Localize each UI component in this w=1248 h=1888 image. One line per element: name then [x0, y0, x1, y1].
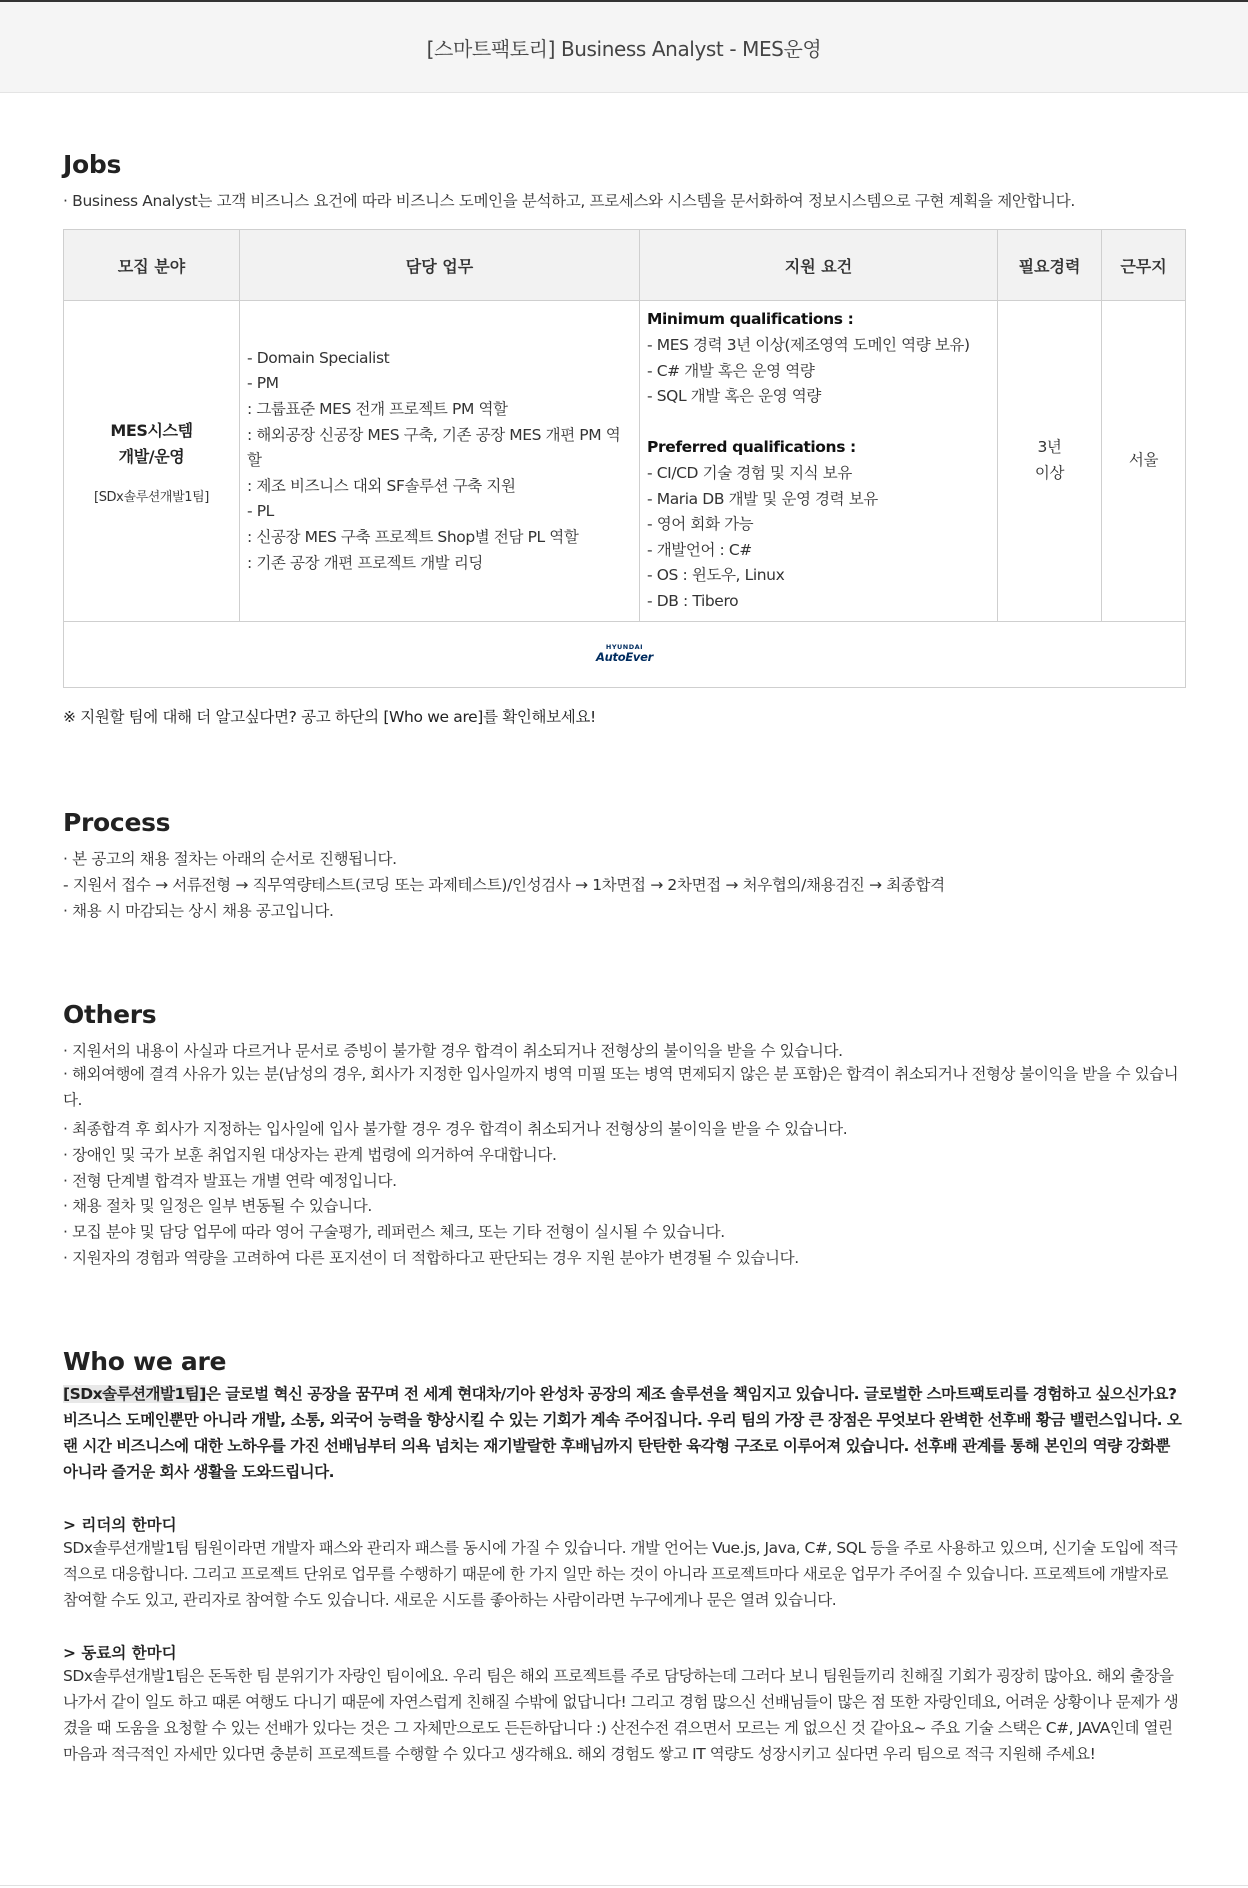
- field-team: [SDx솔루션개발1팀]: [94, 489, 209, 505]
- peer-title: > 동료의 한마디: [63, 1644, 177, 1662]
- page-title: [스마트팩토리] Business Analyst - MES운영: [426, 36, 822, 61]
- leader-title: > 리더의 한마디: [63, 1516, 177, 1534]
- others-section-title: Others: [63, 1000, 157, 1029]
- who-intro-text: 은 글로벌 혁신 공장을 꿈꾸며 전 세계 현대차/기아 완성차 공장의 제조 솔루션을 책임지고 있습니다. 글로벌한 스마트팩토리를 경험하고 싶으신가요? 비즈니스 도메인뿐만 아니라 개발, 소통, 외국어 능력을 향상시킬 수 있는 기회가 계속 주어집니다. 우리 팀의 가장 큰 장점은 무엇보다 완벽한 선후배 황금 밸런스입니다. 오랜 시간 비즈니스에 대한 노하우를 가진 선배님부터 의욕 넘치는 재기발랄한 후배님까지 탄탄한 육각형 구조로 이루어져 있습니다. 선후배 관계를 통해 본인의 역량 강화뿐 아니라 즐거운 회사 생활을 도와드립니다.: [63, 1385, 1182, 1481]
- bottom-divider: [0, 1885, 1248, 1886]
- duty-item: : 신공장 MES 구축 프로젝트 Shop별 전담 PL 역할: [247, 527, 579, 546]
- minimum-qualification-item: - MES 경력 3년 이상(제조영역 도메인 역량 보유): [647, 336, 970, 355]
- duty-item: - PM: [247, 374, 279, 393]
- duty-item: : 해외공장 신공장 MES 구축, 기존 공장 MES 개편 PM 역할: [247, 425, 621, 470]
- others-item: · 지원서의 내용이 사실과 다르거나 문서로 증빙이 불가할 경우 합격이 취소되거나 전형상의 불이익을 받을 수 있습니다.: [63, 1042, 843, 1060]
- field-cell: [64, 301, 240, 622]
- others-item: · 최종합격 후 회사가 지정하는 입사일에 입사 불가할 경우 경우 합격이 취소되거나 전형상의 불이익을 받을 수 있습니다.: [63, 1120, 848, 1138]
- spacer: [647, 410, 990, 436]
- duty-item: : 그룹표준 MES 전개 프로젝트 PM 역할: [247, 400, 508, 419]
- page-header: [0, 0, 1248, 93]
- header-location: 근무지: [1102, 230, 1186, 301]
- duty-item: - Domain Specialist: [247, 348, 390, 367]
- others-item: · 채용 절차 및 일정은 일부 변동될 수 있습니다.: [63, 1197, 372, 1215]
- field-name-line2: 개발/운영: [118, 446, 185, 466]
- jobs-intro: · Business Analyst는 고객 비즈니스 요건에 따라 비즈니스 도메인을 분석하고, 프로세스와 시스템을 문서화하여 정보시스템으로 구현 계획을 제안합니다.: [63, 192, 1075, 210]
- experience-cell: [998, 301, 1102, 622]
- requirements-cell: [640, 301, 998, 622]
- logo-text-main: AutoEver: [596, 649, 653, 664]
- process-line: · 채용 시 마감되는 상시 채용 공고입니다.: [63, 902, 334, 920]
- others-item: · 모집 분야 및 담당 업무에 따라 영어 구술평가, 레퍼런스 체크, 또는 기타 전형이 실시될 수 있습니다.: [63, 1223, 725, 1241]
- preferred-qualification-item: - 영어 회화 가능: [647, 515, 754, 534]
- others-item: · 해외여행에 결격 사유가 있는 분(남성의 경우, 회사가 지정한 입사일까지 병역 미필 또는 병역 면제되지 않은 분 포함)은 합격이 취소되거나 전형상 불이익을 받을 수 있습니다.: [63, 1065, 1179, 1109]
- leader-text: SDx솔루션개발1팀 팀원이라면 개발자 패스와 관리자 패스를 동시에 가질 수 있습니다. 개발 언어는 Vue.js, Java, C#, SQL 등을 주로 사용하고 있으며, 신기술 도입에 적극적으로 대응합니다. 그리고 프로젝트 단위로 업무를 수행하기 때문에 한 가지 일만 하는 것이 아니라 프로젝트마다 새로운 업무가 주어질 수 있습니다. 프로젝트에 개발자로 참여할 수도 있고, 관리자로 참여할 수도 있습니다. 새로운 시도를 좋아하는 사람이라면 누구에게나 문은 열려 있습니다.: [63, 1539, 1178, 1609]
- duty-item: - PL: [247, 502, 274, 521]
- process-section-title: Process: [63, 808, 171, 837]
- location: 서울: [1128, 451, 1159, 470]
- team-tag: [SDx솔루션개발1팀]: [63, 1385, 206, 1403]
- preferred-qualification-item: - Maria DB 개발 및 운영 경력 보유: [647, 489, 878, 508]
- others-item: · 전형 단계별 합격자 발표는 개별 연락 예정입니다.: [63, 1172, 397, 1190]
- header-field: 모집 분야: [64, 230, 240, 301]
- preferred-qualification-item: - DB : Tibero: [647, 591, 739, 610]
- peer-text: SDx솔루션개발1팀은 돈독한 팀 분위기가 자랑인 팀이에요. 우리 팀은 해외 프로젝트를 주로 담당하는데 그러다 보니 팀원들끼리 친해질 기회가 굉장히 많아요. 해외 출장을 나가서 같이 일도 하고 때론 여행도 다니기 때문에 자연스럽게 친해질 수밖에 없답니다! 그리고 경험 많으신 선배님들이 많은 점 또한 자랑인데요, 어려운 상황이나 문제가 생겼을 때 도움을 요청할 수 있는 선배가 있다는 것은 그 자체만으로도 든든하답니다 :) 산전수전 겪으면서 모르는 게 없으신 것 같아요~ 주요 기술 스택은 C#, JAVA인데 열린 마음과 적극적인 자세만 있다면 충분히 프로젝트를 수행할 수 있다고 생각해요. 해외 경험도 쌓고 IT 역량도 성장시키고 싶다면 우리 팀으로 적극 지원해 주세요!: [63, 1667, 1179, 1763]
- duty-item: : 제조 비즈니스 대외 SF솔루션 구축 지원: [247, 476, 516, 495]
- experience-line1: 3년: [1037, 438, 1062, 457]
- field-name-line1: MES시스템: [110, 420, 193, 440]
- jobs-table: [63, 229, 1186, 688]
- hyundai-autoever-logo: [596, 644, 653, 663]
- jobs-section-title: Jobs: [63, 150, 122, 179]
- process-steps: - 지원서 접수 → 서류전형 → 직무역량테스트(코딩 또는 과제테스트)/인성검사 → 1차면접 → 2차면접 → 처우협의/채용검진 → 최종합격: [63, 876, 945, 894]
- who-intro: [63, 1381, 1185, 1485]
- experience-line2: 이상: [1034, 464, 1065, 482]
- duties-cell: [240, 301, 640, 622]
- process-line: · 본 공고의 채용 절차는 아래의 순서로 진행됩니다.: [63, 850, 397, 868]
- logo-text-top: HYUNDAI: [605, 643, 644, 652]
- logo-row: [64, 622, 1186, 688]
- team-note: ※ 지원할 팀에 대해 더 알고싶다면? 공고 하단의 [Who we are]를 확인해보세요!: [63, 708, 596, 726]
- logo-cell: [64, 622, 1186, 688]
- preferred-qualifications-title: Preferred qualifications :: [647, 438, 856, 457]
- preferred-qualification-item: - 개발언어 : C#: [647, 540, 752, 559]
- minimum-qualification-item: - SQL 개발 혹은 운영 역량: [647, 387, 821, 406]
- others-item: · 지원자의 경험과 역량을 고려하여 다른 포지션이 더 적합하다고 판단되는 경우 지원 분야가 변경될 수 있습니다.: [63, 1249, 799, 1267]
- preferred-qualification-item: - CI/CD 기술 경험 및 지식 보유: [647, 464, 852, 482]
- others-item: · 장애인 및 국가 보훈 취업지원 대상자는 관계 법령에 의거하여 우대합니다.: [63, 1146, 557, 1164]
- who-section-title: Who we are: [63, 1347, 227, 1376]
- minimum-qualifications-title: Minimum qualifications :: [647, 310, 854, 329]
- header-duties: 담당 업무: [240, 230, 640, 301]
- minimum-qualification-item: - C# 개발 혹은 운영 역량: [647, 361, 815, 380]
- location-cell: [1102, 301, 1186, 622]
- duty-item: : 기존 공장 개편 프로젝트 개발 리딩: [247, 553, 484, 572]
- jobs-table-row: [64, 301, 1186, 622]
- jobs-table-header-row: [64, 230, 1186, 301]
- preferred-qualification-item: - OS : 윈도우, Linux: [647, 566, 785, 585]
- header-experience: 필요경력: [998, 230, 1102, 301]
- header-requirements: 지원 요건: [640, 230, 998, 301]
